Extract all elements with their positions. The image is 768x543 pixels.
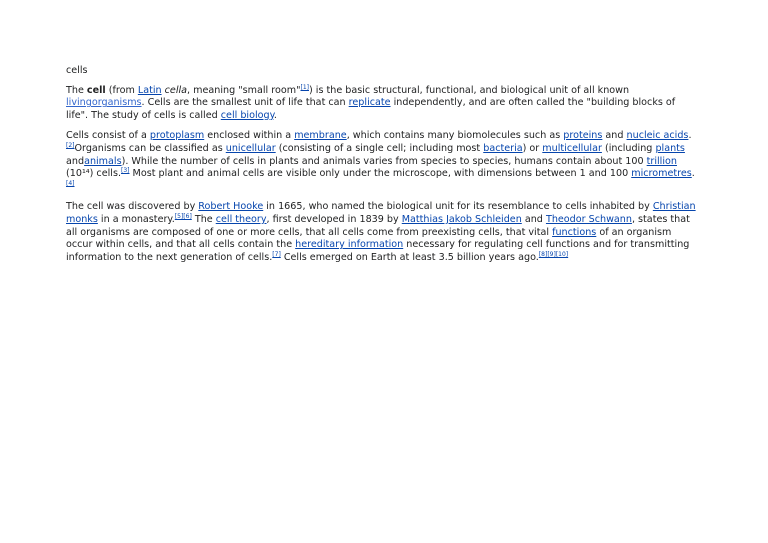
text: enclosed within a	[204, 130, 295, 142]
text: (consisting of a single cell; including most	[275, 142, 484, 154]
text: Cells emerged on Earth at least 3.5 billion years ago.	[280, 251, 539, 263]
text: ). While the number of cells in plants and animals varies from species to species, humans contain about 100	[121, 155, 647, 167]
link-latin[interactable]: Latin	[137, 84, 162, 96]
text: and	[602, 130, 627, 142]
text: Organisms can be classified as	[74, 142, 226, 154]
text: and	[521, 213, 546, 225]
text: and	[66, 155, 85, 167]
citation-link[interactable]: [5][6]	[174, 212, 192, 220]
paragraph-composition	[66, 130, 696, 193]
citation-link[interactable]: [3]	[121, 167, 130, 175]
text: necessary for regulating cell functions and for transmitting information to the next generation of cells.	[66, 239, 690, 263]
citation-link[interactable]: [8][9][10]	[538, 250, 569, 258]
text: Most plant and animal cells are visible only under the microscope, with dimensions between 1 and 100	[129, 168, 632, 180]
text: .	[688, 130, 692, 142]
text: Cells consist of a	[66, 130, 150, 142]
citation-2	[66, 142, 75, 149]
text: The	[66, 84, 87, 96]
citation-link[interactable]: [2]	[66, 141, 75, 149]
link-living-organisms[interactable]: livingorganisms	[66, 97, 142, 109]
text: (10¹⁴) cells.	[66, 168, 121, 180]
text: (including	[601, 142, 656, 154]
link-trillion[interactable]: trillion	[646, 155, 677, 167]
citation-link[interactable]: [7]	[272, 250, 281, 258]
link-schleiden[interactable]: Matthias Jakob Schleiden	[401, 213, 522, 225]
text: , states that all organisms are composed of one or more cells, that all cells come from preexisting cells, that vital	[66, 213, 690, 238]
text: (from	[105, 84, 138, 96]
text: The cell was discovered by	[66, 201, 199, 213]
paragraph-intro	[66, 85, 696, 123]
link-cell-theory[interactable]: cell theory	[215, 213, 267, 225]
link-unicellular[interactable]: unicellular	[225, 142, 276, 154]
link-protoplasm[interactable]: protoplasm	[149, 130, 205, 142]
text: of an organism occur within cells, and that all cells contain the	[66, 226, 672, 251]
link-schwann[interactable]: Theodor Schwann	[545, 213, 632, 225]
link-membrane[interactable]: membrane	[294, 130, 347, 142]
text: ) or	[522, 142, 543, 154]
bold-term-cell: cell	[86, 84, 106, 96]
article	[66, 65, 696, 272]
text: , meaning "small room"	[187, 84, 301, 96]
text: .	[273, 109, 277, 121]
citation-4	[66, 180, 75, 187]
link-christian-monks[interactable]: Christian monks	[66, 201, 696, 225]
text: ) is the basic structural, functional, and biological unit of all known	[309, 84, 630, 96]
text: in a monastery.	[97, 213, 175, 225]
link-nucleic-acids[interactable]: nucleic acids	[626, 130, 689, 142]
text: independently, and are often called the "building blocks of life". The study of cells is called	[66, 97, 676, 121]
citation-1	[301, 84, 310, 91]
text: . Cells are the smallest unit of life that can	[141, 97, 349, 109]
link-bacteria[interactable]: bacteria	[483, 142, 523, 154]
text: , which contains many biomolecules such as	[346, 130, 564, 142]
citation-link[interactable]: [4]	[66, 179, 75, 187]
citation-3	[121, 167, 130, 174]
link-hereditary-information[interactable]: hereditary information	[295, 239, 404, 251]
citation-8-10	[539, 251, 568, 258]
text: , first developed in 1839 by	[266, 213, 402, 225]
link-animals[interactable]: animals	[84, 155, 122, 167]
citation-7	[272, 251, 281, 258]
italic-cella: cella	[164, 84, 188, 96]
citation-link[interactable]: [1]	[300, 83, 309, 91]
text: The	[191, 213, 216, 225]
text: in 1665, who named the biological unit for its resemblance to cells inhabited by	[263, 201, 653, 213]
paragraph-history	[66, 201, 696, 264]
link-micrometres[interactable]: micrometres	[631, 168, 692, 180]
link-robert-hooke[interactable]: Robert Hooke	[198, 201, 264, 213]
link-functions[interactable]: functions	[552, 226, 597, 238]
link-proteins[interactable]: proteins	[563, 130, 603, 142]
link-multicellular[interactable]: multicellular	[542, 142, 602, 154]
link-cell-biology[interactable]: cell biology	[220, 109, 274, 121]
link-plants[interactable]: plants	[655, 142, 685, 154]
citation-5-6	[175, 213, 192, 220]
text: .	[691, 168, 695, 180]
page-title: cells	[66, 65, 88, 76]
link-replicate[interactable]: replicate	[348, 97, 391, 109]
